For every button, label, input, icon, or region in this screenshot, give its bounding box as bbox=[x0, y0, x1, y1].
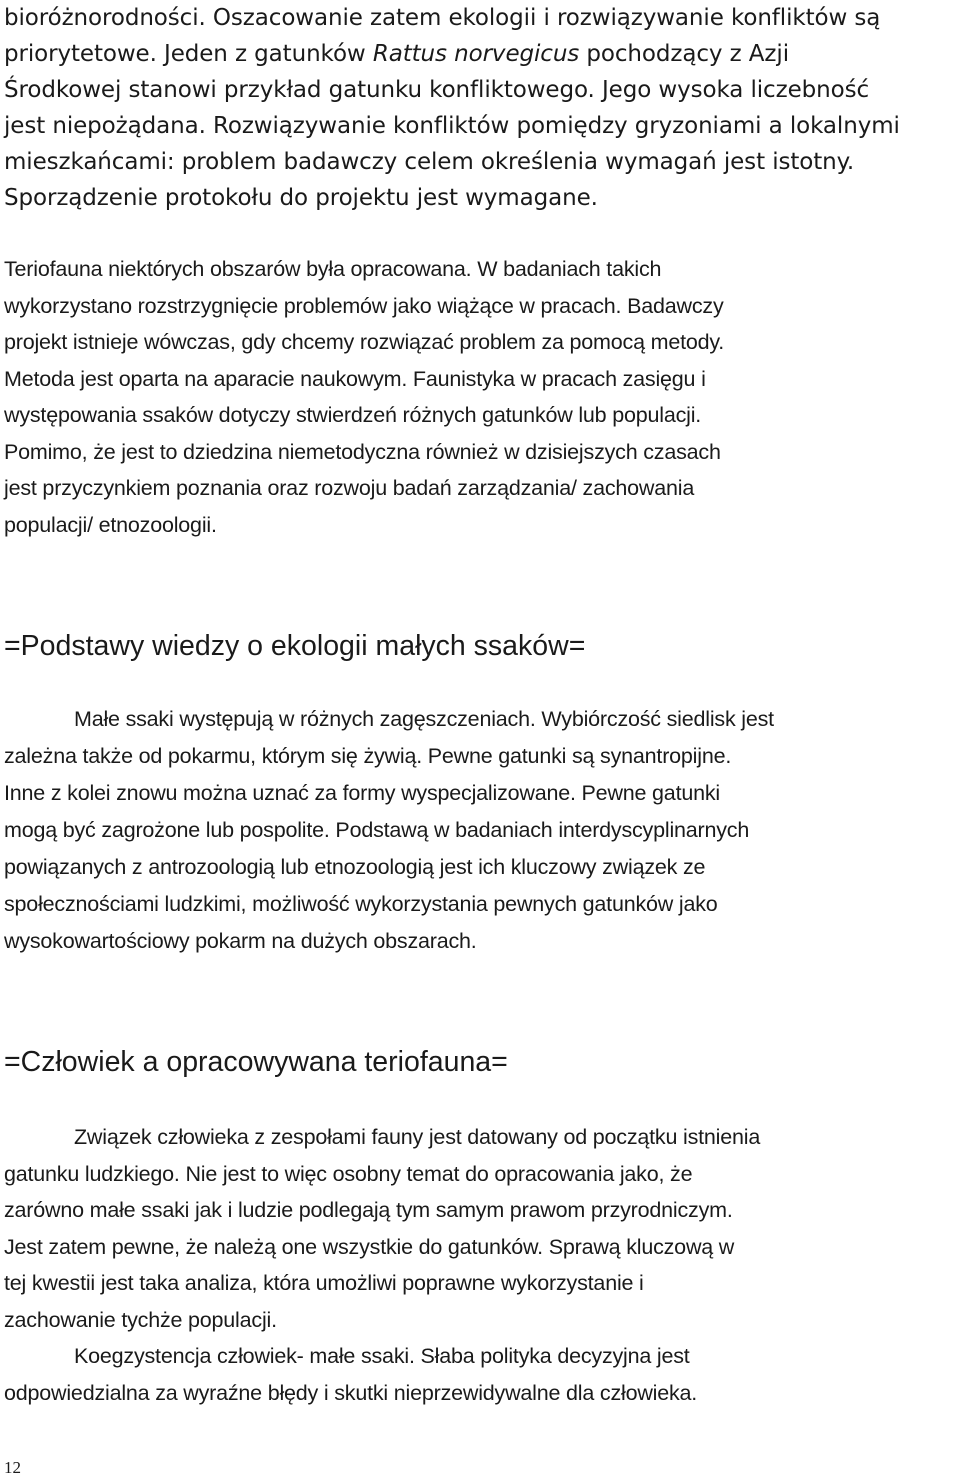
text-line: wysokowartościowy pokarm na dużych obszarach. bbox=[4, 929, 477, 953]
paragraph-human bbox=[4, 1119, 960, 1411]
text-line: zależna także od pokarmu, którym się żywią. Pewne gatunki są synantropijne. bbox=[4, 744, 732, 768]
text-line: zachowanie tychże populacji. bbox=[4, 1307, 277, 1332]
text-line: społecznościami ludzkimi, możliwość wykorzystania pewnych gatunków jako bbox=[4, 892, 718, 916]
text-line bbox=[4, 36, 960, 72]
text-line: Koegzystencja człowiek- małe ssaki. Słaba polityka decyzyjna jest bbox=[74, 1344, 690, 1368]
text-line: Jest zatem pewne, że należą one wszystkie do gatunków. Sprawą kluczową w bbox=[4, 1234, 735, 1259]
text-line: Małe ssaki występują w różnych zagęszczeniach. Wybiórczość siedlisk jest bbox=[74, 707, 774, 731]
text-line: wykorzystano rozstrzygnięcie problemów jako wiążące w pracach. Badawczy bbox=[4, 293, 724, 318]
text-line: Pomimo, że jest to dziedzina niemetodyczna również w dzisiejszych czasach bbox=[4, 439, 721, 464]
species-name: Rattus norvegicus bbox=[372, 41, 580, 67]
text-line: jest niepożądana. Rozwiązywanie konfliktów pomiędzy gryzoniami a lokalnymi bbox=[4, 113, 900, 139]
text-line: bioróżnorodności. Oszacowanie zatem ekologii i rozwiązywanie konfliktów są bbox=[4, 5, 881, 31]
text-line: mieszkańcami: problem badawczy celem określenia wymagań jest istotny. bbox=[4, 149, 855, 175]
text-line: powiązanych z antrozoologią lub etnozoologią jest ich kluczowy związek ze bbox=[4, 855, 706, 879]
paragraph-teriofauna bbox=[4, 251, 960, 543]
text-line: Metoda jest oparta na aparacie naukowym. Faunistyka w pracach zasięgu i bbox=[4, 366, 706, 391]
text-line: populacji/ etnozoologii. bbox=[4, 512, 217, 537]
text-line: odpowiedzialna za wyraźne błędy i skutki nieprzewidywalne dla człowieka. bbox=[4, 1380, 698, 1405]
text-line: jest przyczynkiem poznania oraz rozwoju badań zarządzania/ zachowania bbox=[4, 476, 695, 500]
text-line: projekt istnieje wówczas, gdy chcemy rozwiązać problem za pomocą metody. bbox=[4, 330, 725, 354]
text-line: tej kwestii jest taka analiza, która umożliwi poprawne wykorzystanie i bbox=[4, 1271, 644, 1295]
section-heading-human: =Człowiek a opracowywana teriofauna= bbox=[4, 1046, 508, 1078]
text-line: Teriofauna niektórych obszarów była opracowana. W badaniach takich bbox=[4, 257, 662, 281]
text-line: Inne z kolei znowu można uznać za formy wyspecjalizowane. Pewne gatunki bbox=[4, 781, 720, 805]
text-run: priorytetowe. Jeden z gatunków bbox=[4, 41, 373, 67]
text-line: występowania ssaków dotyczy stwierdzeń różnych gatunków lub populacji. bbox=[4, 403, 702, 427]
text-line: Sporządzenie protokołu do projektu jest wymagane. bbox=[4, 185, 598, 211]
text-line: mogą być zagrożone lub pospolite. Podstawą w badaniach interdyscyplinarnych bbox=[4, 818, 750, 842]
text-line: Środkowej stanowi przykład gatunku konfliktowego. Jego wysoka liczebność bbox=[4, 77, 870, 103]
paragraph-ecology bbox=[4, 701, 960, 960]
text-line: zarówno małe ssaki jak i ludzie podlegają tym samym prawom przyrodniczym. bbox=[4, 1198, 733, 1222]
text-line: gatunku ludzkiego. Nie jest to więc osobny temat do opracowania jako, że bbox=[4, 1161, 693, 1186]
section-heading-ecology: =Podstawy wiedzy o ekologii małych ssaków= bbox=[4, 630, 586, 662]
page-number: 12 bbox=[4, 1458, 21, 1477]
text-line: Związek człowieka z zespołami fauny jest datowany od początku istnienia bbox=[74, 1125, 761, 1149]
paragraph-intro bbox=[4, 0, 960, 216]
text-run: pochodzący z Azji bbox=[579, 41, 789, 67]
